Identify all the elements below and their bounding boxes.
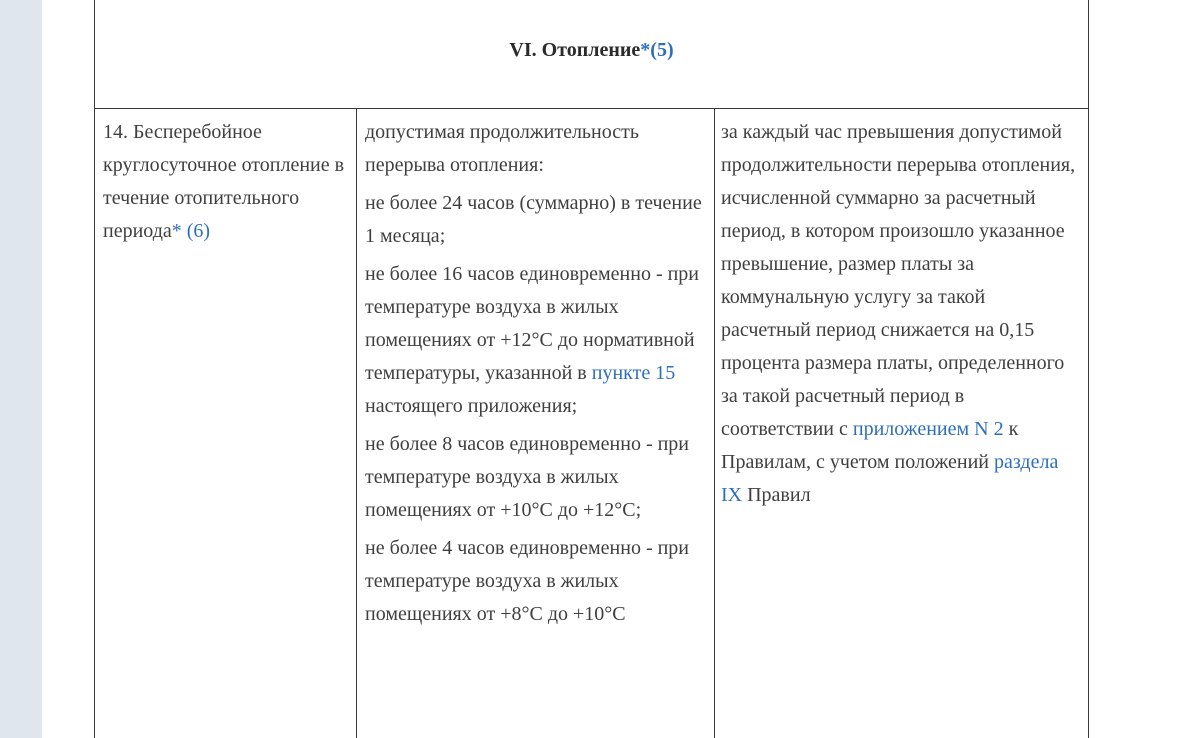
section-header xyxy=(95,0,1088,109)
section-ix-link[interactable]: раздела IX xyxy=(721,451,1059,506)
heating-table xyxy=(94,0,1089,738)
left-side-strip xyxy=(0,0,42,738)
penalty-mid-text: к Правилам, с учетом положений xyxy=(721,418,1019,473)
footnote-link-5[interactable]: *(5) xyxy=(640,39,674,61)
section-title xyxy=(95,39,1088,62)
service-cell xyxy=(95,109,357,738)
requirement-item-2: не более 16 часов единовременно - при температуре воздуха в жилых помещениях от +12°С до нормативной температуры, указанной в пункте 15 настоящего приложения; xyxy=(365,263,700,417)
requirement-item-3: не более 8 часов единовременно - при температуре воздуха в жилых помещениях от +10°С до +12°С; xyxy=(365,433,690,521)
requirement-item-1: не более 24 часов (суммарно) в течение 1 месяца; xyxy=(365,192,702,247)
service-text: 14. Бесперебойное круглосуточное отопление в течение отопительного периода xyxy=(103,121,345,242)
point-15-link[interactable]: пункте 15 xyxy=(591,362,676,384)
requirement-item-4: не более 4 часов единовременно - при температуре воздуха в жилых помещениях от +8°С до +10°С xyxy=(365,537,690,625)
penalty-tail-text: Правил xyxy=(747,484,811,506)
section-title-text: VI. Отопление xyxy=(509,39,641,61)
penalty-text: за каждый час превышения допустимой продолжительности перерыва отопления, исчисленной суммарно за расчетный период, в котором произошло указанное превышение, размер платы за коммунальную услугу за такой расчетный период снижается на 0,15 процента размера платы, определенного за такой расчетный период в соответствии с xyxy=(721,121,1076,440)
requirements-cell xyxy=(357,109,715,738)
footnote-link-6[interactable]: * (6) xyxy=(171,220,211,242)
appendix-2-link[interactable]: приложением N 2 xyxy=(852,418,1004,440)
requirement-intro: допустимая продолжительность перерыва отопления: xyxy=(365,121,639,176)
penalty-cell xyxy=(715,109,1088,738)
